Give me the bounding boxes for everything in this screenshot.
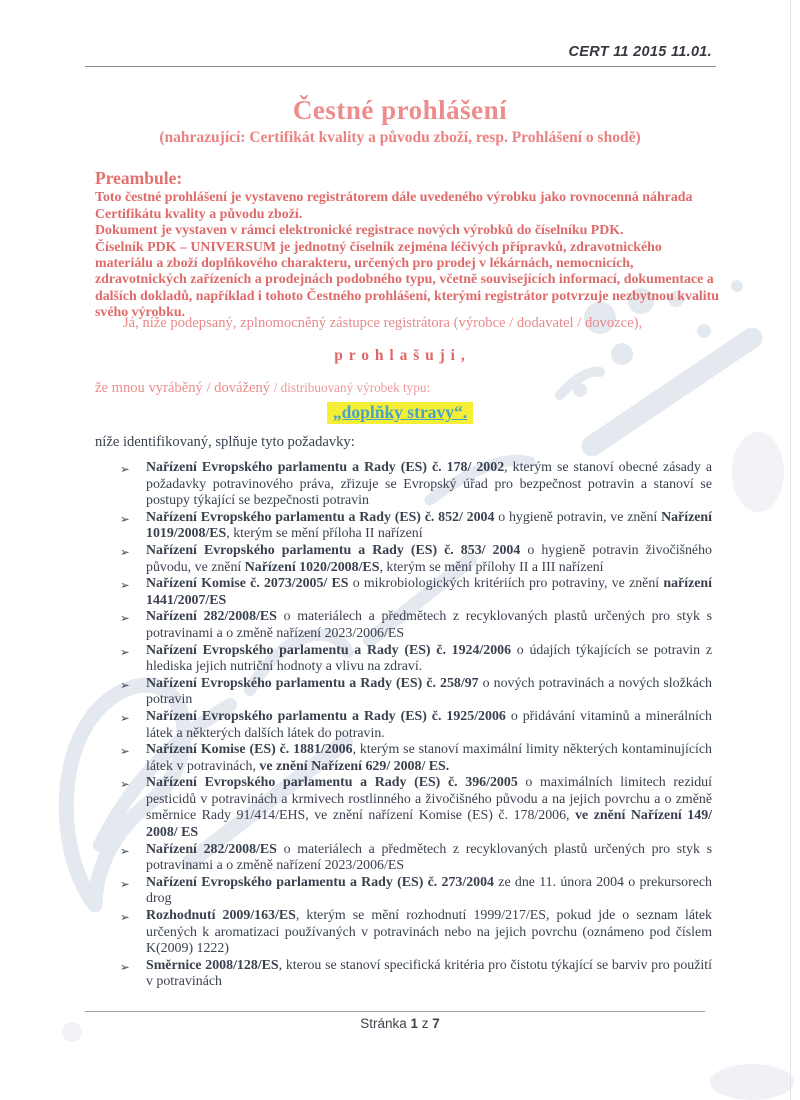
arrow-bullet-icon: ➢ <box>120 777 130 792</box>
footer-label: Stránka <box>360 1016 411 1031</box>
requirement-item <box>120 742 712 775</box>
highlight-row <box>0 402 800 424</box>
regulation-description: o údajích týkajících se potravin z hlediska jejich nutriční hodnoty a vlivu na zdraví. <box>146 642 712 675</box>
page-footer <box>0 1016 800 1031</box>
requirement-item <box>120 775 712 841</box>
regulation-name: Nařízení 282/2008/ES <box>146 841 277 857</box>
requirement-item <box>120 842 712 875</box>
product-type-line <box>95 380 430 397</box>
arrow-bullet-icon: ➢ <box>120 511 130 526</box>
regulation-description: , kterým se stanoví obecné zásady a požadavky potravinového práva, zřizuje se Evropský úřad pro bezpečnost potravin a stanoví se postupy týkající se bezpečnosti potravin <box>146 460 712 509</box>
arrow-bullet-icon: ➢ <box>120 876 130 891</box>
product-line-rest: / distribuovaný výrobek typu: <box>273 380 431 395</box>
regulation-name: Nařízení Evropského parlamentu a Rady (ES) č. 853/ 2004 <box>146 542 521 558</box>
regulation-description: , kterou se stanoví specifická kritéria pro čistotu týkající se barviv pro použití v potravinách <box>146 957 713 990</box>
arrow-bullet-icon: ➢ <box>120 544 130 559</box>
preamble-paragraph: Toto čestné prohlášení je vystaveno registrátorem dále uvedeného výrobku jako rovnocenná náhrada Certifikátu kvality a původu zboží. <box>95 190 693 222</box>
header-rule <box>85 66 716 67</box>
regulation-description: , kterým se stanoví maximální limity některých kontaminujících látek v potravinách, <box>146 742 712 774</box>
declaration-intro: Já, níže podepsaný, zplnomocněný zástupce registrátora (výrobce / dodavatel / dovozce), <box>123 315 643 331</box>
regulation-name: Nařízení Evropského parlamentu a Rady (ES) č. 396/2005 <box>146 775 518 791</box>
requirement-item <box>120 709 712 742</box>
regulation-name: ve znění Nařízení 629/ 2008/ ES. <box>259 758 450 774</box>
regulation-name: Nařízení Evropského parlamentu a Rady (ES) č. 178/ 2002 <box>146 460 505 475</box>
regulation-name: Nařízení Evropského parlamentu a Rady (ES) č. 852/ 2004 <box>146 509 495 525</box>
requirement-item <box>120 609 712 642</box>
requirement-item <box>120 576 712 609</box>
arrow-bullet-icon: ➢ <box>120 644 130 659</box>
requirements-list <box>120 460 712 991</box>
regulation-name: Nařízení Evropského parlamentu a Rady (ES) č. 273/2004 <box>146 874 494 890</box>
regulation-description: o materiálech a předmětech z recyklovaných plastů určených pro styk s potravinami a o změně nařízení 2023/2006/ES <box>146 841 713 874</box>
regulation-description: o maximálních limitech reziduí pesticidů v potravinách a krmivech rostlinného a živočišného původu a na jejich povrchu a o změně směrnice Rady 91/414/EHS, ve znění nařízení Komise (ES) č. 178/2006, <box>146 775 712 824</box>
preamble-paragraphs <box>95 190 723 321</box>
page-title: Čestné prohlášení <box>292 95 508 125</box>
footer-total-pages: 7 <box>432 1016 440 1031</box>
requirement-item <box>120 676 712 709</box>
regulation-name: Nařízení Evropského parlamentu a Rady (ES) č. 1924/2006 <box>146 642 512 658</box>
arrow-bullet-icon: ➢ <box>120 959 130 974</box>
arrow-bullet-icon: ➢ <box>120 744 130 759</box>
preamble-paragraph: Dokument je vystaven v rámci elektronické registrace nových výrobků do číselníku PDK. <box>95 223 624 239</box>
footer-separator: z <box>418 1016 433 1031</box>
requirements-lead-in: níže identifikovaný, splňuje tyto požadavky: <box>95 434 355 450</box>
regulation-name: Nařízení 1020/2008/ES <box>244 559 380 575</box>
document-reference: CERT 11 2015 11.01. <box>568 44 712 60</box>
regulation-description: , kterým se mění příloha II nařízení <box>226 526 423 542</box>
requirement-item <box>120 543 712 576</box>
regulation-name: Nařízení 1019/2008/ES <box>146 509 712 542</box>
regulation-description: o nových potravinách a nových složkách potravin <box>146 675 712 708</box>
regulation-name: Rozhodnutí 2009/163/ES <box>146 908 296 924</box>
arrow-bullet-icon: ➢ <box>120 843 130 858</box>
requirement-item <box>120 958 712 991</box>
regulation-description: o hygieně potravin živočišného původu, ve znění <box>146 542 712 575</box>
regulation-name: ve znění Nařízení 149/ 2008/ ES <box>146 808 713 841</box>
preamble-paragraph: Číselník PDK – UNIVERSUM je jednotný číselník zejména léčivých přípravků, zdravotnického materiálu a zboží doplňkového charakteru, určených pro prodej v lékárnách, nemocnicích, zdravotnických zařízeních a prodejnách podobného typu, včetně souvisejících informací, dokumentace a dalších dokladů, například i tohoto Čestného prohlášení, kterými registrátor potvrzuje nezbytnou kvalitu svého výrobku. <box>95 239 719 321</box>
highlighted-product-name: „doplňky stravy“. <box>327 402 473 424</box>
regulation-name: Nařízení Komise (ES) č. 1881/2006 <box>146 742 353 758</box>
footer-rule <box>85 1011 705 1012</box>
footer-page-number: 1 <box>410 1016 418 1031</box>
regulation-description: o materiálech a předmětech z recyklovaných plastů určených pro styk s potravinami a o změně nařízení 2023/2006/ES <box>146 609 713 641</box>
regulation-description: , kterým se mění přílohy II a III nařízení <box>379 559 604 575</box>
requirement-item <box>120 460 712 510</box>
scan-edge-line <box>790 0 792 1100</box>
arrow-bullet-icon: ➢ <box>120 578 130 593</box>
preamble-section <box>95 170 723 322</box>
regulation-description: ze dne 11. února 2004 o prekursorech drog <box>146 874 713 907</box>
regulation-name: Nařízení Komise č. 2073/2005/ ES <box>146 576 349 592</box>
page-subtitle: (nahrazující: Certifikát kvality a původu zboží, resp. Prohlášení o shodě) <box>159 129 641 146</box>
arrow-bullet-icon: ➢ <box>120 462 130 476</box>
regulation-description: , kterým se mění rozhodnutí 1999/217/ES, pokud jde o seznam látek určených k aromatizaci používaných v potravinách nebo na jejich povrchu (oznámeno pod číslem K(2009) 1222) <box>146 908 712 957</box>
preamble-heading: Preambule: <box>95 168 183 188</box>
regulation-name: Nařízení 282/2008/ES <box>146 609 277 625</box>
arrow-bullet-icon: ➢ <box>120 611 130 626</box>
regulation-name: Nařízení Evropského parlamentu a Rady (ES) č. 258/97 <box>146 675 479 691</box>
regulation-name: Nařízení Evropského parlamentu a Rady (ES) č. 1925/2006 <box>146 708 506 724</box>
regulation-name: Směrnice 2008/128/ES <box>146 957 279 973</box>
arrow-bullet-icon: ➢ <box>120 710 130 725</box>
regulation-description: o hygieně potravin, ve znění <box>494 509 662 525</box>
requirement-item <box>120 908 712 958</box>
arrow-bullet-icon: ➢ <box>120 910 130 925</box>
requirement-item <box>120 510 712 543</box>
regulation-name: nařízení 1441/2007/ES <box>146 576 712 608</box>
requirement-item <box>120 875 712 908</box>
product-line-lead: že mnou vyráběný / dovážený <box>95 380 274 396</box>
regulation-description: o mikrobiologických kritériích pro potraviny, ve znění <box>348 576 664 592</box>
arrow-bullet-icon: ➢ <box>120 677 130 692</box>
declaration-word: p r o h l a š u j i , <box>334 347 466 364</box>
requirement-item <box>120 643 712 676</box>
regulation-description: o přidávání vitaminů a minerálních látek a některých dalších látek do potravin. <box>146 708 712 741</box>
